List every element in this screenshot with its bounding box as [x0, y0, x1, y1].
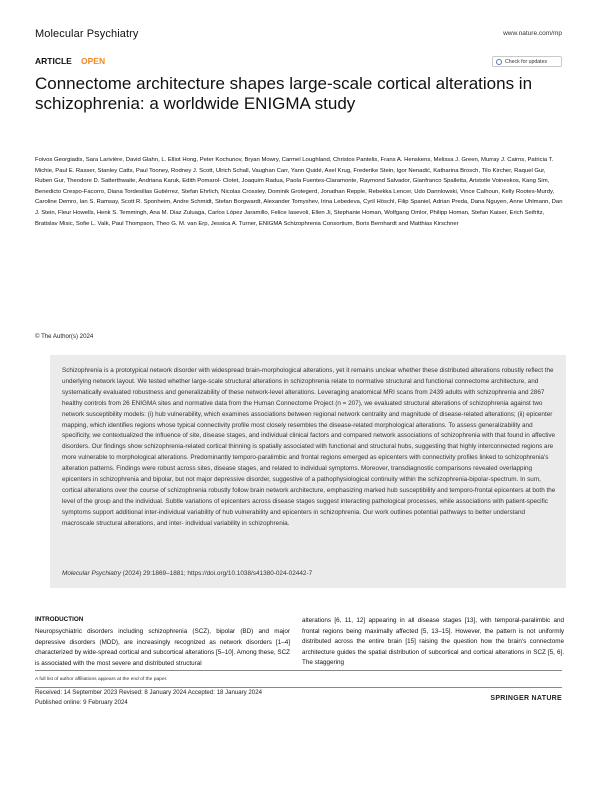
article-title: Connectome architecture shapes large-scale cortical alterations in schizophrenia: a worldwide ENIGMA study [35, 74, 533, 113]
article-type-label: ARTICLE [35, 56, 72, 66]
introduction-heading: INTRODUCTION [35, 616, 84, 623]
publisher-logo: SPRINGER NATURE [490, 695, 562, 702]
introduction-column-2: alterations [6, 11, 12] appearing in all disease stages [13], with temporal-paralimbic and frontal regions being maximally affected [5, 13–15]. However, the pattern is not uniformly distributed across the entire brain [15] raising the question how the brain's connectome architecture guides the spatial distribution of subcortical and cortical alterations in SCZ [5, 6]. The staggering [302, 617, 564, 667]
crossmark-icon [496, 59, 502, 65]
abstract-text: Schizophrenia is a prototypical network disorder with widespread brain-morphological alterations, yet it remains unclear whether these distributed alterations robustly reflect the underlying network layout. We tested whether large-scale structural alterations in schizophrenia relate to normative structural and functional connectome architecture, and systematically evaluated robustness and generalizability of these network-level alterations. Leveraging anatomical MRI scans from 2439 adults with schizophrenia and 2867 healthy controls from 26 ENIGMA sites and normative data from the Human Connectome Project (n = 207), we evaluated structural alterations of schizophrenia against two network susceptibility models: (i) hub vulnerability, which examines associations between regional network centrality and magnitude of disease-related alterations; (ii) epicenter mapping, which identifies regions whose typical connectivity profile most closely resembles the disease-related morphological alterations. To assess generalizability and specificity, we contextualized the influence of site, disease stages, and individual clinical factors and compared network associations of schizophrenia with that found in affective disorders. Our findings show schizophrenia-related cortical thinning is spatially associated with functional and structural hubs, suggesting that highly interconnected regions are more vulnerable to morphological alterations. Predominantly temporo-paralimbic and frontal regions emerged as epicenters with connectivity profiles linked to schizophrenia's alteration patterns. Findings were robust across sites, disease stages, and related to individual symptoms. Moreover, transdiagnostic comparisons revealed overlapping epicenters in schizophrenia and bipolar, but not major depressive disorder, suggestive of a pathophysiological continuity within the schizophrenia-bipolar-spectrum. In sum, cortical alterations over the course of schizophrenia robustly follow brain network architecture, emphasizing marked hub susceptibility and temporo-frontal epicenters at both the level of the group and the individual. Subtle variations of epicenters across disease stages suggest interacting pathological processes, while associations with patient-specific symptoms support additional inter-individual variability of hub vulnerability and epicenters in schizophrenia. Our work outlines potential pathways to better understand macroscale structural alterations, and inter- individual variability in schizophrenia. [62, 367, 556, 527]
published-date: Published online: 9 February 2024 [35, 699, 128, 706]
check-updates-label: Check for updates [505, 58, 548, 65]
introduction-column-1: Neuropsychiatric disorders including schizophrenia (SCZ), bipolar (BD) and major depressive disorders (MDD), are increasingly recognized as network disorders [1–4] characterized by wide-spread cortical and subcortical alterations [5–10]. Among these, SCZ is associated with the most severe and distributed structural [35, 628, 290, 667]
open-access-label: OPEN [81, 56, 106, 66]
check-updates-button[interactable] [492, 56, 562, 67]
dates-divider [35, 687, 562, 688]
footnote-divider [35, 670, 562, 671]
journal-website[interactable]: www.nature.com/mp [503, 30, 562, 37]
author-list: Foivos Georgiadis, Sara Larivière, David Glahn, L. Elliot Hong, Peter Kochunov, Bryan Mowry, Carmel Loughland, Christos Pantelis, Frans A. Henskens, Melissa J. Green, Murray J. Cairns, Patricia T. Michie, Paul E. Rasser, Stanley Catts, Paul Tooney, Rodney J. Scott, Ulrich Schall, Vaughan Carr, Yann Quidé, Axel Krug, Frederike Stein, Igor Nenadić, Katharina Brosch, Tilo Kircher, Raquel Gur, Ruben Gur, Theodore D. Satterthwaite, Andriana Karuk, Edith Pomarol- Clotet, Joaquim Radua, Paola Fuentes-Claramonte, Raymond Salvador, Gianfranco Spalletta, Aristotle Voineskos, Kang Sim, Benedicto Crespo-Facorro, Diana Tordesillas Gutiérrez, Stefan Ehrlich, Nicolas Crossley, Dominik Grotegerd, Jonathan Repple, Rebekka Lencer, Udo Dannlowski, Vince Calhoun, Kelly Rootes-Murdy, Caroline Demro, Ian S. Ramsay, Scott R. Sponheim, Andre Schmidt, Stefan Borgwardt, Alexander Tomyshev, Irina Lebedeva, Cyril Höschl, Filip Spaniel, Adrian Preda, Dana Nguyen, Anne Uhlmann, Dan J. Stein, Fleur Howells, Henk S. Temmingh, Ana M. Diaz Zuluaga, Carlos López Jaramillo, Felice Iasevoli, Ellen Ji, Stephanie Homan, Wolfgang Omlor, Philipp Homan, Stefan Kaiser, Erich Seifritz, Bratislav Misic, Sofie L. Valk, Paul Thompson, Theo G. M. van Erp, Jessica A. Turner, ENIGMA Schizophrenia Consortium, Boris Bernhardt and Matthias Kirschner [35, 157, 563, 227]
citation-details[interactable]: (2024) 29:1869–1881; https://doi.org/10.1038/s41380-024-02442-7 [120, 570, 313, 577]
received-dates: Received: 14 September 2023 Revised: 8 January 2024 Accepted: 18 January 2024 [35, 689, 262, 696]
affiliation-footnote: A full list of author affiliations appears at the end of the paper. [35, 677, 168, 682]
copyright-line: © The Author(s) 2024 [35, 333, 94, 340]
citation-line [62, 570, 312, 577]
journal-name: Molecular Psychiatry [35, 28, 139, 40]
citation-journal: Molecular Psychiatry [62, 570, 121, 577]
